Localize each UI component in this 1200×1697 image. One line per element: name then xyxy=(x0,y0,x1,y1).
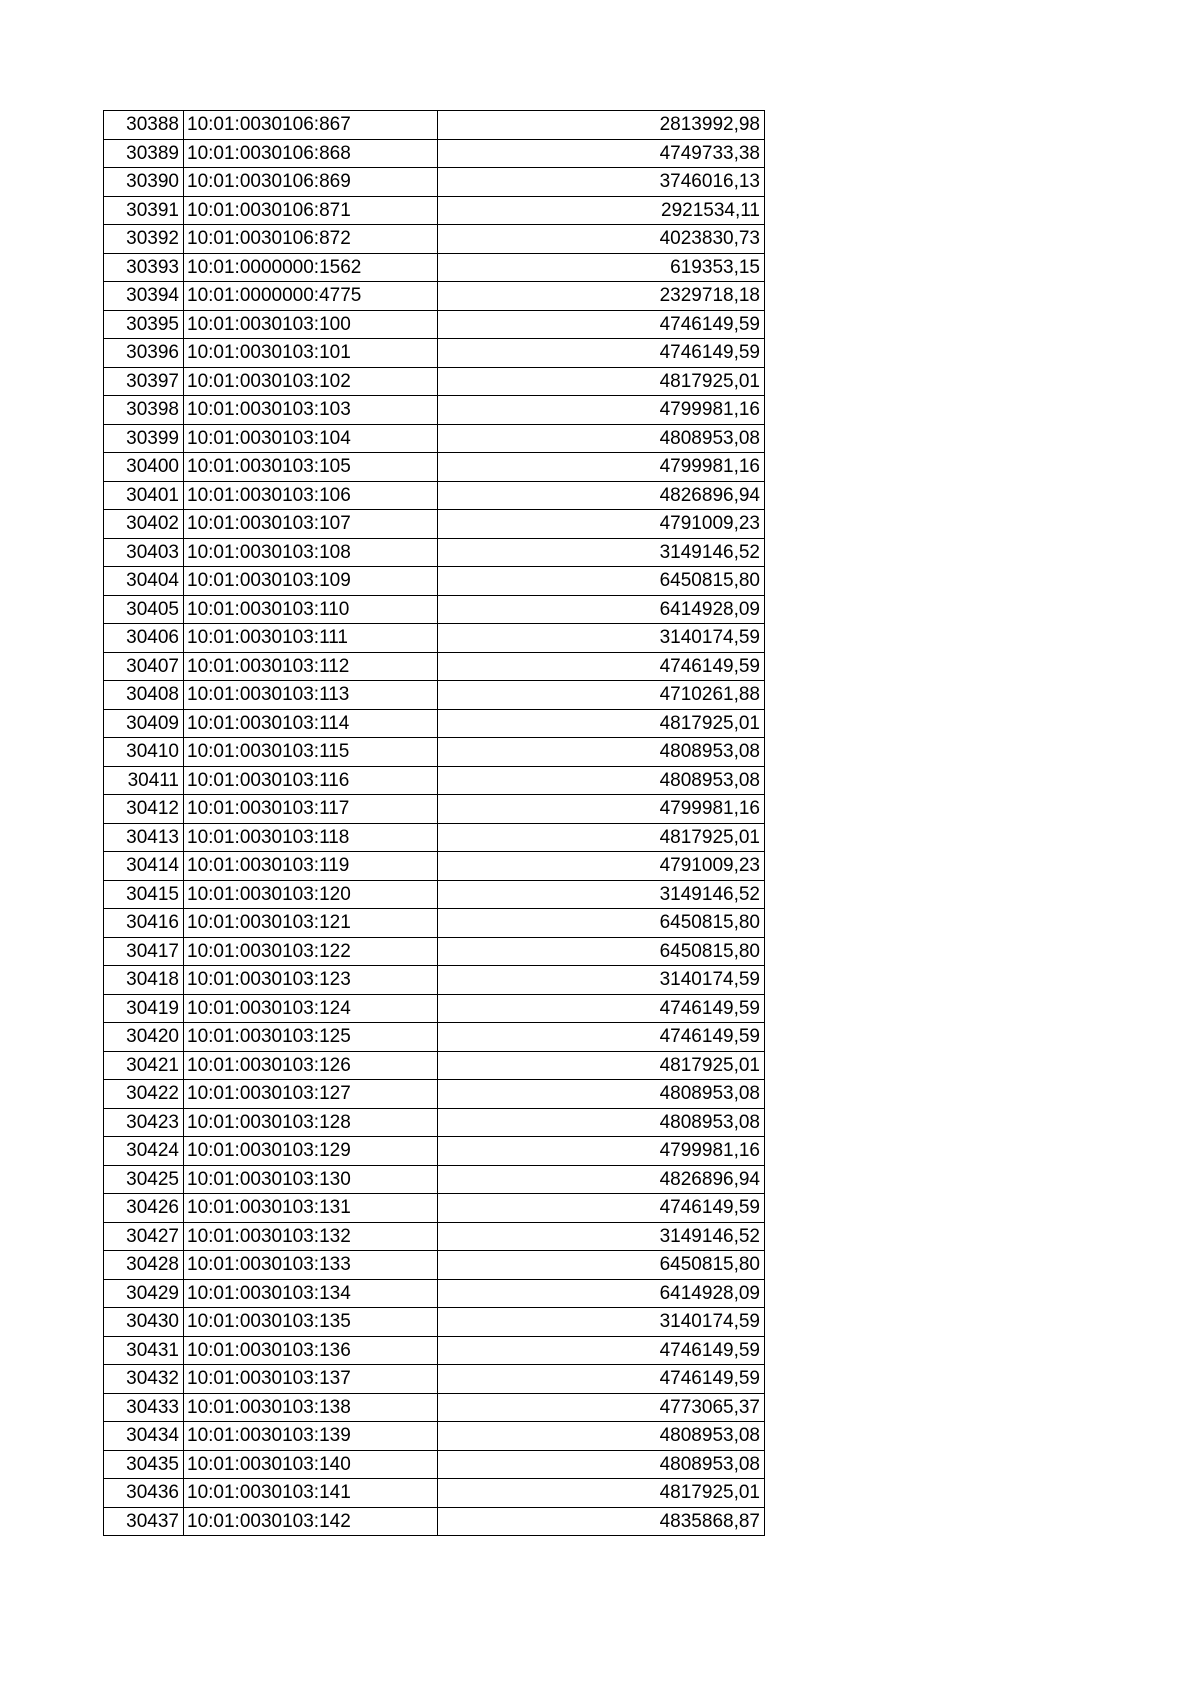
cadastral-number-cell: 10:01:0030103:137 xyxy=(184,1365,438,1394)
cadastral-value-cell: 2813992,98 xyxy=(438,111,765,140)
table-row xyxy=(104,1336,765,1365)
cadastral-value-cell: 4817925,01 xyxy=(438,823,765,852)
table-row xyxy=(104,111,765,140)
cadastral-number-cell: 10:01:0030103:124 xyxy=(184,994,438,1023)
cadastral-number-cell: 10:01:0030103:103 xyxy=(184,396,438,425)
cadastral-number-cell: 10:01:0030103:136 xyxy=(184,1336,438,1365)
cadastral-value-cell: 4791009,23 xyxy=(438,510,765,539)
cadastral-number-cell: 10:01:0030103:100 xyxy=(184,310,438,339)
row-number-cell: 30427 xyxy=(104,1222,184,1251)
table-row xyxy=(104,595,765,624)
cadastral-value-cell: 6450815,80 xyxy=(438,937,765,966)
cadastral-number-cell: 10:01:0000000:1562 xyxy=(184,253,438,282)
table-row xyxy=(104,909,765,938)
row-number-cell: 30392 xyxy=(104,225,184,254)
cadastral-value-cell: 4746149,59 xyxy=(438,1365,765,1394)
table-row xyxy=(104,567,765,596)
row-number-cell: 30420 xyxy=(104,1023,184,1052)
cadastral-value-cell: 4710261,88 xyxy=(438,681,765,710)
row-number-cell: 30436 xyxy=(104,1479,184,1508)
cadastral-value-cell: 4808953,08 xyxy=(438,424,765,453)
row-number-cell: 30399 xyxy=(104,424,184,453)
cadastral-value-cell: 4746149,59 xyxy=(438,652,765,681)
cadastral-value-cell: 2329718,18 xyxy=(438,282,765,311)
table-row xyxy=(104,1137,765,1166)
table-row xyxy=(104,1365,765,1394)
cadastral-value-cell: 4817925,01 xyxy=(438,367,765,396)
cadastral-value-cell: 4799981,16 xyxy=(438,795,765,824)
cadastral-number-cell: 10:01:0030103:104 xyxy=(184,424,438,453)
cadastral-number-cell: 10:01:0030106:871 xyxy=(184,196,438,225)
row-number-cell: 30437 xyxy=(104,1507,184,1536)
table-row xyxy=(104,538,765,567)
cadastral-number-cell: 10:01:0030103:123 xyxy=(184,966,438,995)
table-row xyxy=(104,1023,765,1052)
cadastral-number-cell: 10:01:0030103:141 xyxy=(184,1479,438,1508)
table-row xyxy=(104,994,765,1023)
row-number-cell: 30429 xyxy=(104,1279,184,1308)
table-row xyxy=(104,339,765,368)
table-row xyxy=(104,396,765,425)
cadastral-number-cell: 10:01:0030103:116 xyxy=(184,766,438,795)
row-number-cell: 30391 xyxy=(104,196,184,225)
row-number-cell: 30401 xyxy=(104,481,184,510)
cadastral-number-cell: 10:01:0030103:115 xyxy=(184,738,438,767)
cadastral-number-cell: 10:01:0030103:122 xyxy=(184,937,438,966)
row-number-cell: 30410 xyxy=(104,738,184,767)
cadastral-number-cell: 10:01:0030103:132 xyxy=(184,1222,438,1251)
table-row xyxy=(104,1279,765,1308)
row-number-cell: 30417 xyxy=(104,937,184,966)
table-row xyxy=(104,310,765,339)
row-number-cell: 30416 xyxy=(104,909,184,938)
cadastral-number-cell: 10:01:0030103:135 xyxy=(184,1308,438,1337)
table-row xyxy=(104,652,765,681)
cadastral-value-cell: 4023830,73 xyxy=(438,225,765,254)
cadastral-value-cell: 4773065,37 xyxy=(438,1393,765,1422)
cadastral-value-cell: 3149146,52 xyxy=(438,880,765,909)
cadastral-value-cell: 3140174,59 xyxy=(438,624,765,653)
row-number-cell: 30435 xyxy=(104,1450,184,1479)
row-number-cell: 30423 xyxy=(104,1108,184,1137)
table-row xyxy=(104,937,765,966)
cadastral-value-cell: 4746149,59 xyxy=(438,1194,765,1223)
row-number-cell: 30409 xyxy=(104,709,184,738)
cadastral-value-cell: 6450815,80 xyxy=(438,1251,765,1280)
row-number-cell: 30404 xyxy=(104,567,184,596)
table-row xyxy=(104,624,765,653)
table-row xyxy=(104,253,765,282)
table-row xyxy=(104,766,765,795)
cadastral-value-cell: 4808953,08 xyxy=(438,1108,765,1137)
table-row xyxy=(104,1393,765,1422)
cadastral-number-cell: 10:01:0030103:134 xyxy=(184,1279,438,1308)
row-number-cell: 30412 xyxy=(104,795,184,824)
cadastral-value-cell: 6414928,09 xyxy=(438,1279,765,1308)
cadastral-number-cell: 10:01:0030103:114 xyxy=(184,709,438,738)
cadastral-value-cell: 3149146,52 xyxy=(438,538,765,567)
cadastral-value-cell: 4817925,01 xyxy=(438,1051,765,1080)
cadastral-value-cell: 2921534,11 xyxy=(438,196,765,225)
cadastral-number-cell: 10:01:0030103:139 xyxy=(184,1422,438,1451)
table-row xyxy=(104,1450,765,1479)
table-row xyxy=(104,139,765,168)
table-row xyxy=(104,453,765,482)
cadastral-number-cell: 10:01:0030103:121 xyxy=(184,909,438,938)
table-body xyxy=(104,111,765,1536)
row-number-cell: 30426 xyxy=(104,1194,184,1223)
row-number-cell: 30395 xyxy=(104,310,184,339)
table-row xyxy=(104,1422,765,1451)
row-number-cell: 30389 xyxy=(104,139,184,168)
cadastral-number-cell: 10:01:0030106:867 xyxy=(184,111,438,140)
row-number-cell: 30433 xyxy=(104,1393,184,1422)
cadastral-number-cell: 10:01:0030103:126 xyxy=(184,1051,438,1080)
cadastral-number-cell: 10:01:0030103:101 xyxy=(184,339,438,368)
table-row xyxy=(104,852,765,881)
table-row xyxy=(104,1479,765,1508)
row-number-cell: 30400 xyxy=(104,453,184,482)
cadastral-number-cell: 10:01:0030103:125 xyxy=(184,1023,438,1052)
table-row xyxy=(104,1194,765,1223)
cadastral-value-cell: 4746149,59 xyxy=(438,994,765,1023)
row-number-cell: 30418 xyxy=(104,966,184,995)
row-number-cell: 30428 xyxy=(104,1251,184,1280)
row-number-cell: 30405 xyxy=(104,595,184,624)
cadastral-value-cell: 3140174,59 xyxy=(438,1308,765,1337)
cadastral-number-cell: 10:01:0030103:102 xyxy=(184,367,438,396)
cadastral-number-cell: 10:01:0030103:120 xyxy=(184,880,438,909)
cadastral-number-cell: 10:01:0030103:131 xyxy=(184,1194,438,1223)
row-number-cell: 30398 xyxy=(104,396,184,425)
cadastral-value-cell: 4817925,01 xyxy=(438,1479,765,1508)
table-row xyxy=(104,282,765,311)
cadastral-value-cell: 3140174,59 xyxy=(438,966,765,995)
row-number-cell: 30421 xyxy=(104,1051,184,1080)
row-number-cell: 30430 xyxy=(104,1308,184,1337)
cadastral-number-cell: 10:01:0030103:130 xyxy=(184,1165,438,1194)
cadastral-value-cell: 4746149,59 xyxy=(438,1023,765,1052)
cadastral-number-cell: 10:01:0030103:108 xyxy=(184,538,438,567)
row-number-cell: 30402 xyxy=(104,510,184,539)
row-number-cell: 30415 xyxy=(104,880,184,909)
cadastral-number-cell: 10:01:0030103:138 xyxy=(184,1393,438,1422)
cadastral-value-cell: 4817925,01 xyxy=(438,709,765,738)
row-number-cell: 30411 xyxy=(104,766,184,795)
row-number-cell: 30390 xyxy=(104,168,184,197)
cadastral-value-cell: 4808953,08 xyxy=(438,766,765,795)
table-row xyxy=(104,225,765,254)
cadastral-value-cell: 4808953,08 xyxy=(438,738,765,767)
cadastral-number-cell: 10:01:0030103:140 xyxy=(184,1450,438,1479)
table-row xyxy=(104,880,765,909)
cadastral-value-cell: 4791009,23 xyxy=(438,852,765,881)
table-row xyxy=(104,795,765,824)
table-row xyxy=(104,823,765,852)
cadastral-number-cell: 10:01:0030103:107 xyxy=(184,510,438,539)
cadastral-value-cell: 4746149,59 xyxy=(438,310,765,339)
cadastral-value-cell: 4826896,94 xyxy=(438,481,765,510)
cadastral-value-cell: 4749733,38 xyxy=(438,139,765,168)
cadastral-number-cell: 10:01:0030103:118 xyxy=(184,823,438,852)
cadastral-number-cell: 10:01:0030106:869 xyxy=(184,168,438,197)
row-number-cell: 30424 xyxy=(104,1137,184,1166)
row-number-cell: 30432 xyxy=(104,1365,184,1394)
cadastral-value-cell: 619353,15 xyxy=(438,253,765,282)
row-number-cell: 30406 xyxy=(104,624,184,653)
table-row xyxy=(104,1108,765,1137)
cadastral-number-cell: 10:01:0030103:133 xyxy=(184,1251,438,1280)
table-row xyxy=(104,481,765,510)
cadastral-number-cell: 10:01:0030106:872 xyxy=(184,225,438,254)
cadastral-number-cell: 10:01:0030103:106 xyxy=(184,481,438,510)
row-number-cell: 30408 xyxy=(104,681,184,710)
table-row xyxy=(104,367,765,396)
table-row xyxy=(104,738,765,767)
cadastral-value-cell: 4799981,16 xyxy=(438,453,765,482)
cadastral-number-cell: 10:01:0030103:119 xyxy=(184,852,438,881)
row-number-cell: 30396 xyxy=(104,339,184,368)
row-number-cell: 30425 xyxy=(104,1165,184,1194)
cadastral-value-cell: 6414928,09 xyxy=(438,595,765,624)
table-row xyxy=(104,168,765,197)
cadastral-value-cell: 4835868,87 xyxy=(438,1507,765,1536)
table-row xyxy=(104,1051,765,1080)
cadastral-number-cell: 10:01:0030103:142 xyxy=(184,1507,438,1536)
cadastral-value-cell: 4799981,16 xyxy=(438,1137,765,1166)
cadastral-value-cell: 4808953,08 xyxy=(438,1080,765,1109)
cadastral-value-cell: 4808953,08 xyxy=(438,1450,765,1479)
table-row xyxy=(104,1308,765,1337)
cadastral-number-cell: 10:01:0030103:105 xyxy=(184,453,438,482)
table-row xyxy=(104,424,765,453)
table-row xyxy=(104,1251,765,1280)
cadastral-value-cell: 3149146,52 xyxy=(438,1222,765,1251)
cadastral-value-cell: 4746149,59 xyxy=(438,1336,765,1365)
cadastral-number-cell: 10:01:0030103:127 xyxy=(184,1080,438,1109)
table-row xyxy=(104,1507,765,1536)
table-row xyxy=(104,1080,765,1109)
cadastral-number-cell: 10:01:0030103:109 xyxy=(184,567,438,596)
row-number-cell: 30393 xyxy=(104,253,184,282)
cadastral-number-cell: 10:01:0000000:4775 xyxy=(184,282,438,311)
cadastral-number-cell: 10:01:0030103:111 xyxy=(184,624,438,653)
table-row xyxy=(104,681,765,710)
cadastral-value-cell: 4826896,94 xyxy=(438,1165,765,1194)
cadastral-value-cell: 4799981,16 xyxy=(438,396,765,425)
table-row xyxy=(104,1165,765,1194)
row-number-cell: 30431 xyxy=(104,1336,184,1365)
row-number-cell: 30403 xyxy=(104,538,184,567)
table-row xyxy=(104,709,765,738)
cadastral-number-cell: 10:01:0030103:117 xyxy=(184,795,438,824)
cadastral-number-cell: 10:01:0030106:868 xyxy=(184,139,438,168)
row-number-cell: 30388 xyxy=(104,111,184,140)
table-row xyxy=(104,510,765,539)
cadastral-value-cell: 6450815,80 xyxy=(438,567,765,596)
cadastral-value-cell: 6450815,80 xyxy=(438,909,765,938)
cadastral-number-cell: 10:01:0030103:113 xyxy=(184,681,438,710)
row-number-cell: 30394 xyxy=(104,282,184,311)
cadastral-number-cell: 10:01:0030103:129 xyxy=(184,1137,438,1166)
cadastral-value-cell: 3746016,13 xyxy=(438,168,765,197)
cadastral-value-table xyxy=(103,110,765,1536)
table-row xyxy=(104,196,765,225)
cadastral-value-cell: 4746149,59 xyxy=(438,339,765,368)
cadastral-number-cell: 10:01:0030103:110 xyxy=(184,595,438,624)
row-number-cell: 30414 xyxy=(104,852,184,881)
table-row xyxy=(104,966,765,995)
row-number-cell: 30413 xyxy=(104,823,184,852)
cadastral-value-cell: 4808953,08 xyxy=(438,1422,765,1451)
row-number-cell: 30422 xyxy=(104,1080,184,1109)
table-row xyxy=(104,1222,765,1251)
cadastral-number-cell: 10:01:0030103:128 xyxy=(184,1108,438,1137)
cadastral-number-cell: 10:01:0030103:112 xyxy=(184,652,438,681)
row-number-cell: 30434 xyxy=(104,1422,184,1451)
row-number-cell: 30419 xyxy=(104,994,184,1023)
row-number-cell: 30397 xyxy=(104,367,184,396)
row-number-cell: 30407 xyxy=(104,652,184,681)
